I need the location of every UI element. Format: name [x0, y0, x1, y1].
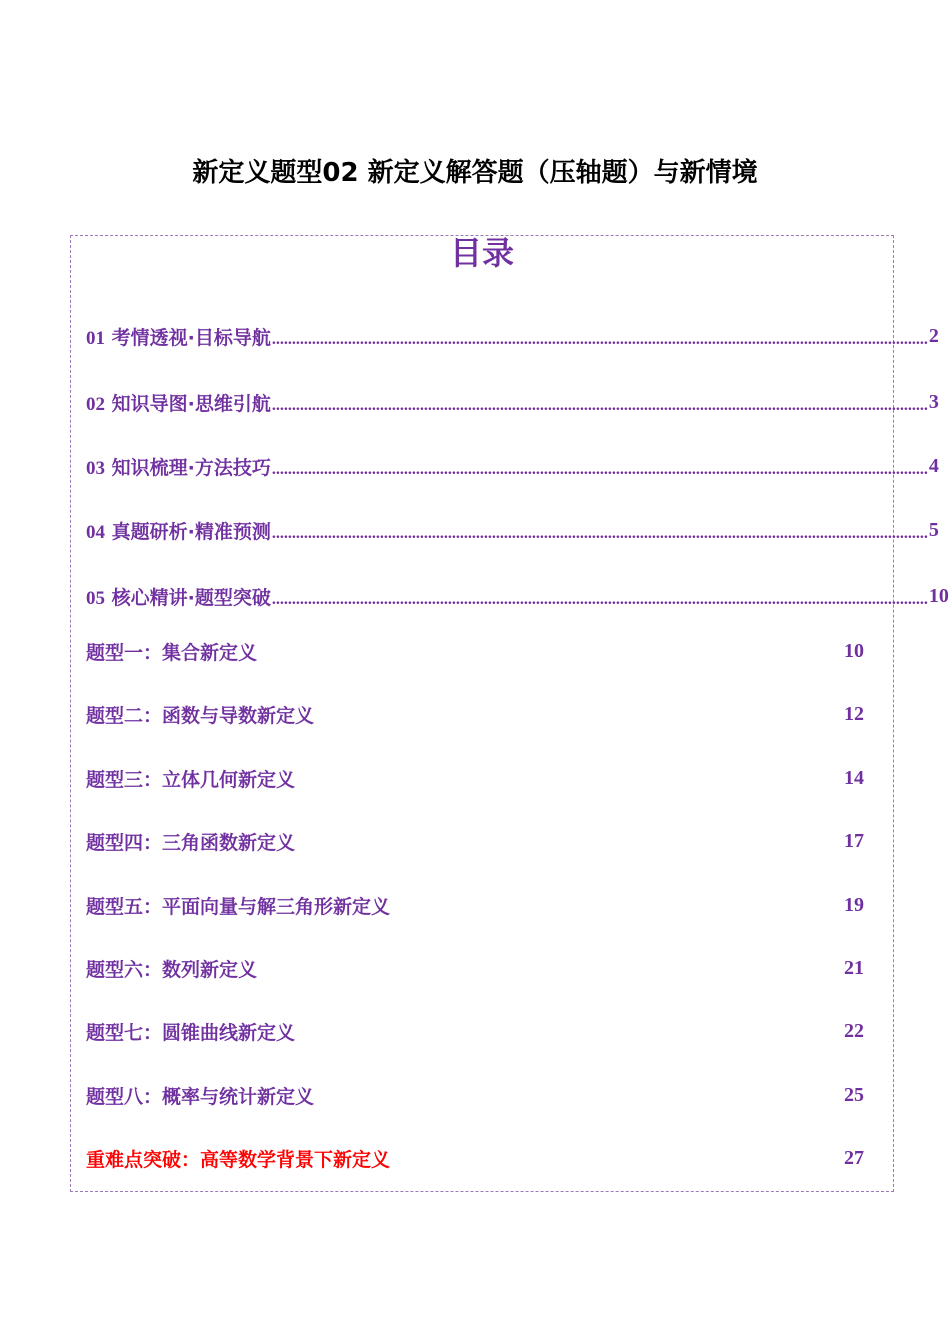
- toc-type-label: 题型八：概率与统计新定义: [86, 1085, 315, 1108]
- toc-section-label: 知识梳理·方法技巧: [111, 456, 271, 479]
- toc-type-row[interactable]: [86, 953, 864, 983]
- toc-type-row[interactable]: [86, 763, 864, 793]
- toc-dot-leader: ....................................................................................................................................................................: [271, 591, 928, 608]
- toc-page-number: 10: [844, 639, 864, 662]
- toc-section-number: 05: [86, 587, 105, 609]
- toc-type-label: 题型三：立体几何新定义: [86, 768, 296, 791]
- toc-page-number: 19: [844, 893, 864, 916]
- toc-page-number: 17: [844, 829, 864, 852]
- toc-highlight-row[interactable]: [86, 1143, 864, 1173]
- toc-type-row[interactable]: [86, 826, 864, 856]
- toc-type-row[interactable]: [86, 699, 864, 729]
- toc-section-row[interactable]: [86, 451, 939, 481]
- toc-heading: 目录: [449, 234, 514, 272]
- toc-page-number: 27: [844, 1146, 864, 1169]
- toc-dot-leader: ....................................................................................................................................................................: [271, 461, 928, 478]
- toc-section-row[interactable]: [86, 387, 939, 417]
- toc-page-number: 12: [844, 702, 864, 725]
- toc-type-label: 题型七：圆锥曲线新定义: [86, 1021, 296, 1044]
- toc-type-row[interactable]: [86, 1080, 864, 1110]
- toc-type-label: 题型二：函数与导数新定义: [86, 704, 315, 727]
- toc-section-number: 02: [86, 393, 105, 415]
- toc-type-row[interactable]: [86, 636, 864, 666]
- toc-page-number: 10: [928, 584, 949, 607]
- toc-page-number: 22: [844, 1019, 864, 1042]
- toc-highlight-label: 重难点突破：高等数学背景下新定义: [86, 1148, 391, 1171]
- toc-page-number: 4: [928, 454, 939, 477]
- toc-section-row[interactable]: [86, 321, 939, 351]
- table-of-contents: [70, 234, 949, 1192]
- toc-page-number: 2: [928, 324, 939, 347]
- toc-section-label: 考情透视·目标导航: [111, 326, 271, 349]
- toc-type-label: 题型一：集合新定义: [86, 641, 258, 664]
- toc-page-number: 14: [844, 766, 864, 789]
- toc-section-label: 核心精讲·题型突破: [111, 586, 271, 609]
- toc-type-label: 题型五：平面向量与解三角形新定义: [86, 895, 391, 918]
- toc-section-number: 04: [86, 521, 105, 543]
- toc-section-number: 03: [86, 457, 105, 479]
- toc-page-number: 5: [928, 518, 939, 541]
- document-title: 新定义题型02 新定义解答题（压轴题）与新情境: [192, 158, 758, 188]
- toc-dot-leader: ....................................................................................................................................................................: [271, 331, 928, 348]
- toc-type-label: 题型六：数列新定义: [86, 958, 258, 981]
- toc-section-row[interactable]: [86, 581, 949, 611]
- toc-dot-leader: ....................................................................................................................................................................: [271, 397, 928, 414]
- toc-page-number: 3: [928, 390, 939, 413]
- toc-type-row[interactable]: [86, 890, 864, 920]
- toc-page-number: 25: [844, 1083, 864, 1106]
- toc-type-row[interactable]: [86, 1016, 864, 1046]
- toc-type-label: 题型四：三角函数新定义: [86, 831, 296, 854]
- toc-section-row[interactable]: [86, 515, 939, 545]
- toc-page-number: 21: [844, 956, 864, 979]
- toc-dot-leader: ....................................................................................................................................................................: [271, 525, 928, 542]
- toc-section-number: 01: [86, 327, 105, 349]
- toc-section-label: 真题研析·精准预测: [111, 520, 271, 543]
- toc-section-label: 知识导图·思维引航: [111, 392, 271, 415]
